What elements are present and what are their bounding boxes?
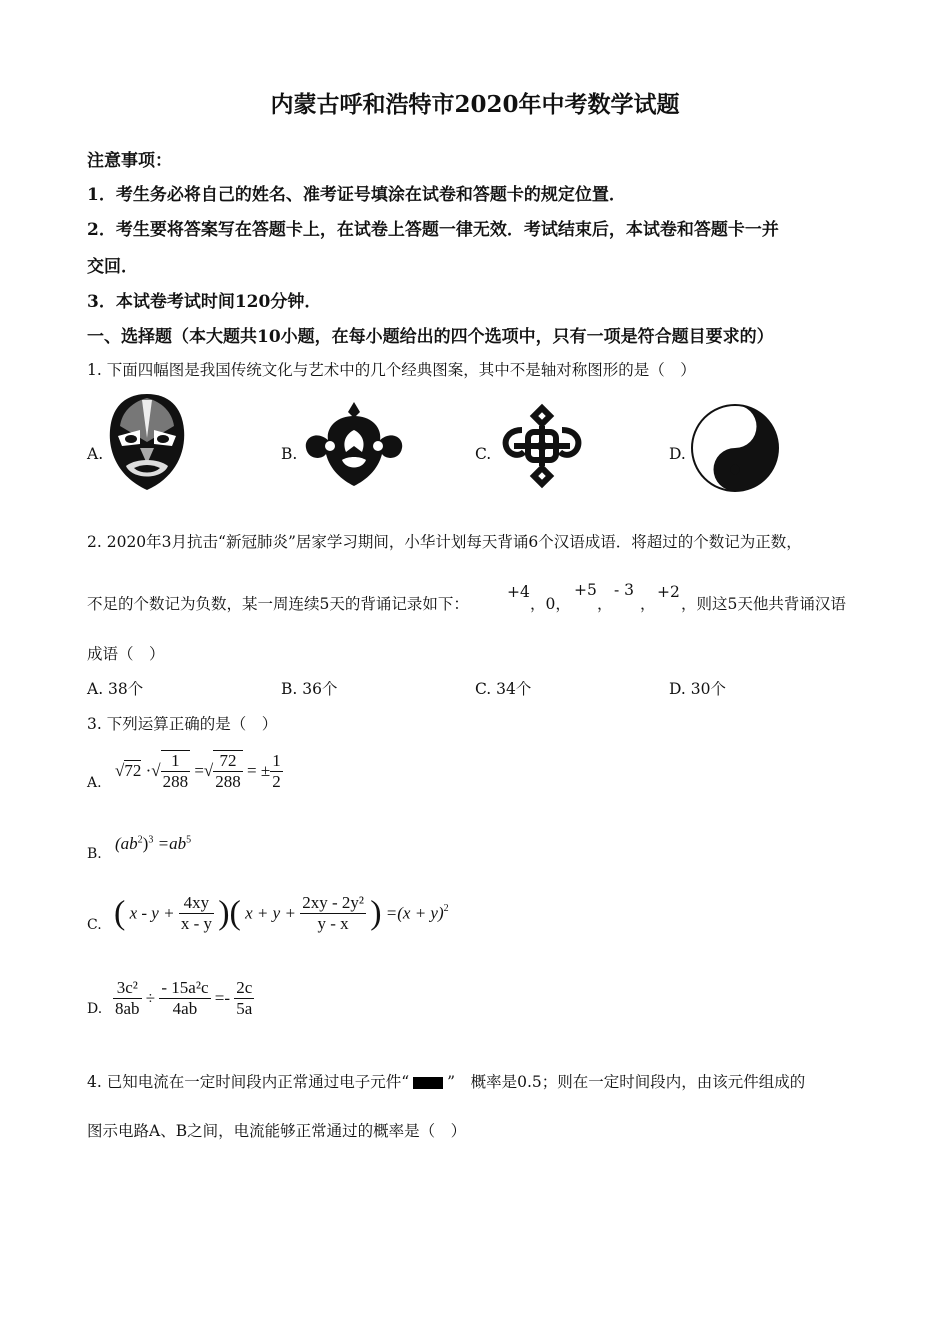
q2-option-d: D. 30个: [669, 680, 726, 698]
q2-sep-1: ，0，: [530, 595, 571, 613]
q4-line-2: 图示电路A、B之间，电流能够正常通过的概率是（ ）: [87, 1122, 467, 1140]
q3-option-a-formula: √72 ·√ $\frac{1}{288}$ =√ $\frac{72}{288}$ = ± $\frac{1}{2}$: [115, 750, 281, 791]
opera-mask-image: [106, 392, 188, 492]
q4-line-1-start: 4. 已知电流在一定时间段内正常通过电子元件“: [87, 1073, 410, 1091]
q3d-den-1: 8ab: [115, 999, 140, 1018]
q2-sep-3: ，: [640, 595, 656, 613]
page-title: 内蒙古呼和浩特市2020年中考数学试题: [270, 91, 680, 118]
q3b-exp-1: 2: [137, 834, 143, 846]
q1-option-b-label: B.: [281, 445, 298, 463]
q3a-sqrt-72: 72: [124, 761, 142, 780]
q3c-den-1: x - y: [180, 914, 212, 933]
q3d-div: ÷: [145, 988, 156, 1008]
q3-option-c-label: C.: [87, 917, 102, 933]
notice-item-2b: 交回．: [87, 257, 138, 277]
q3d-eq: =-: [214, 988, 230, 1008]
q2-line-3: 成语（ ）: [87, 645, 165, 663]
q2-line-2-text: 不足的个数记为负数，某一周连续5天的背诵记录如下：: [87, 595, 469, 613]
q3c-part-2: x + y +: [245, 903, 296, 923]
q3d-den-2: 4ab: [172, 999, 198, 1018]
section-heading: 一、选择题（本大题共10小题，在每小题给出的四个选项中，只有一项是符合题目要求的）: [87, 327, 774, 347]
q2-record-1: +4: [507, 583, 530, 601]
q2-record-4: +2: [657, 583, 680, 601]
q3a-num-3: 1: [272, 750, 281, 770]
q3b-close: ): [142, 834, 149, 853]
q3-option-d-formula: [113, 978, 254, 1019]
q2-option-a: A. 38个: [87, 680, 144, 698]
q3a-pm: = ±: [247, 761, 271, 780]
q3a-den-3: 2: [272, 771, 281, 791]
q3-option-b-formula: [115, 834, 191, 854]
q3c-num-1: 4xy: [179, 893, 214, 914]
q3c-den-2: y - x: [317, 914, 349, 933]
q3-option-d-label: D.: [87, 1001, 103, 1017]
q2-line-2: [87, 592, 469, 614]
q2-record-2: +5: [574, 581, 597, 599]
q3d-num-3: 2c: [236, 978, 253, 997]
q3b-exp-2: 3: [148, 834, 154, 846]
q3b-lhs: (ab: [115, 834, 138, 853]
q3a-den-2: 288: [215, 772, 241, 791]
q2-record-3: - 3: [614, 581, 635, 599]
q4-line-1-end: ” 概率是0.5；则在一定时间段内，由该元件组成的: [447, 1073, 806, 1091]
q3-option-b-label: B.: [87, 846, 102, 862]
yin-yang-icon: [690, 403, 780, 493]
q3c-num-2: 2xy - 2y²: [302, 893, 364, 912]
notice-heading: 注意事项：: [87, 151, 172, 171]
notice-item-3: 3．本试卷考试时间120分钟．: [87, 292, 322, 312]
q3-option-c-formula: ( x - y + $\frac{4xy}{x - y}$ )( x + y + $\frac{\text{2xy - 2y²}}{y - x}$ ) $=(x + y)^2$: [114, 893, 449, 933]
q3b-rhs: =ab: [157, 834, 187, 853]
q1-option-d-label: D.: [669, 445, 686, 463]
notice-item-1: 1．考生务必将自己的姓名、准考证号填涂在试卷和答题卡的规定位置．: [87, 185, 626, 205]
q4-line-1: [87, 1070, 805, 1092]
q3b-exp-3: 5: [186, 834, 192, 846]
q3-stem: 3. 下列运算正确的是（ ）: [87, 715, 278, 733]
q2-sep-2: ，: [597, 595, 613, 613]
q3d-den-3: 5a: [236, 999, 253, 1018]
q3a-num-1: 1: [161, 751, 191, 772]
ornament-image: [302, 400, 406, 490]
resistor-icon: [413, 1077, 443, 1089]
q1-option-c-label: C.: [475, 445, 492, 463]
q3a-den-1: 288: [162, 772, 189, 791]
q2-line-1: 2. 2020年3月抗击“新冠肺炎”居家学习期间，小华计划每天背诵6个汉语成语．将超过的个数记为正数，: [87, 533, 802, 551]
q1-option-a-label: A.: [87, 445, 104, 463]
q2-line-2-end: ，则这5天他共背诵汉语: [681, 595, 846, 613]
q1-stem: 1. 下面四幅图是我国传统文化与艺术中的几个经典图案，其中不是轴对称图形的是（ ）: [87, 361, 696, 379]
q3d-num-1: 3c²: [113, 978, 142, 999]
q3c-exp: 2: [443, 902, 449, 914]
q3c-rhs: =(x + y): [385, 903, 444, 923]
q3-option-a-label: A.: [87, 775, 102, 791]
q2-option-c: C. 34个: [475, 680, 532, 698]
q3a-num-2: 72: [213, 751, 243, 772]
notice-item-2a: 2．考生要将答案写在答题卡上，在试卷上答题一律无效．考试结束后，本试卷和答题卡一并: [87, 220, 779, 240]
knot-pattern-image: [496, 402, 588, 490]
q3d-num-2: - 15a²c: [161, 978, 209, 997]
q2-option-b: B. 36个: [281, 680, 338, 698]
q3c-part-1: x - y +: [129, 903, 175, 923]
